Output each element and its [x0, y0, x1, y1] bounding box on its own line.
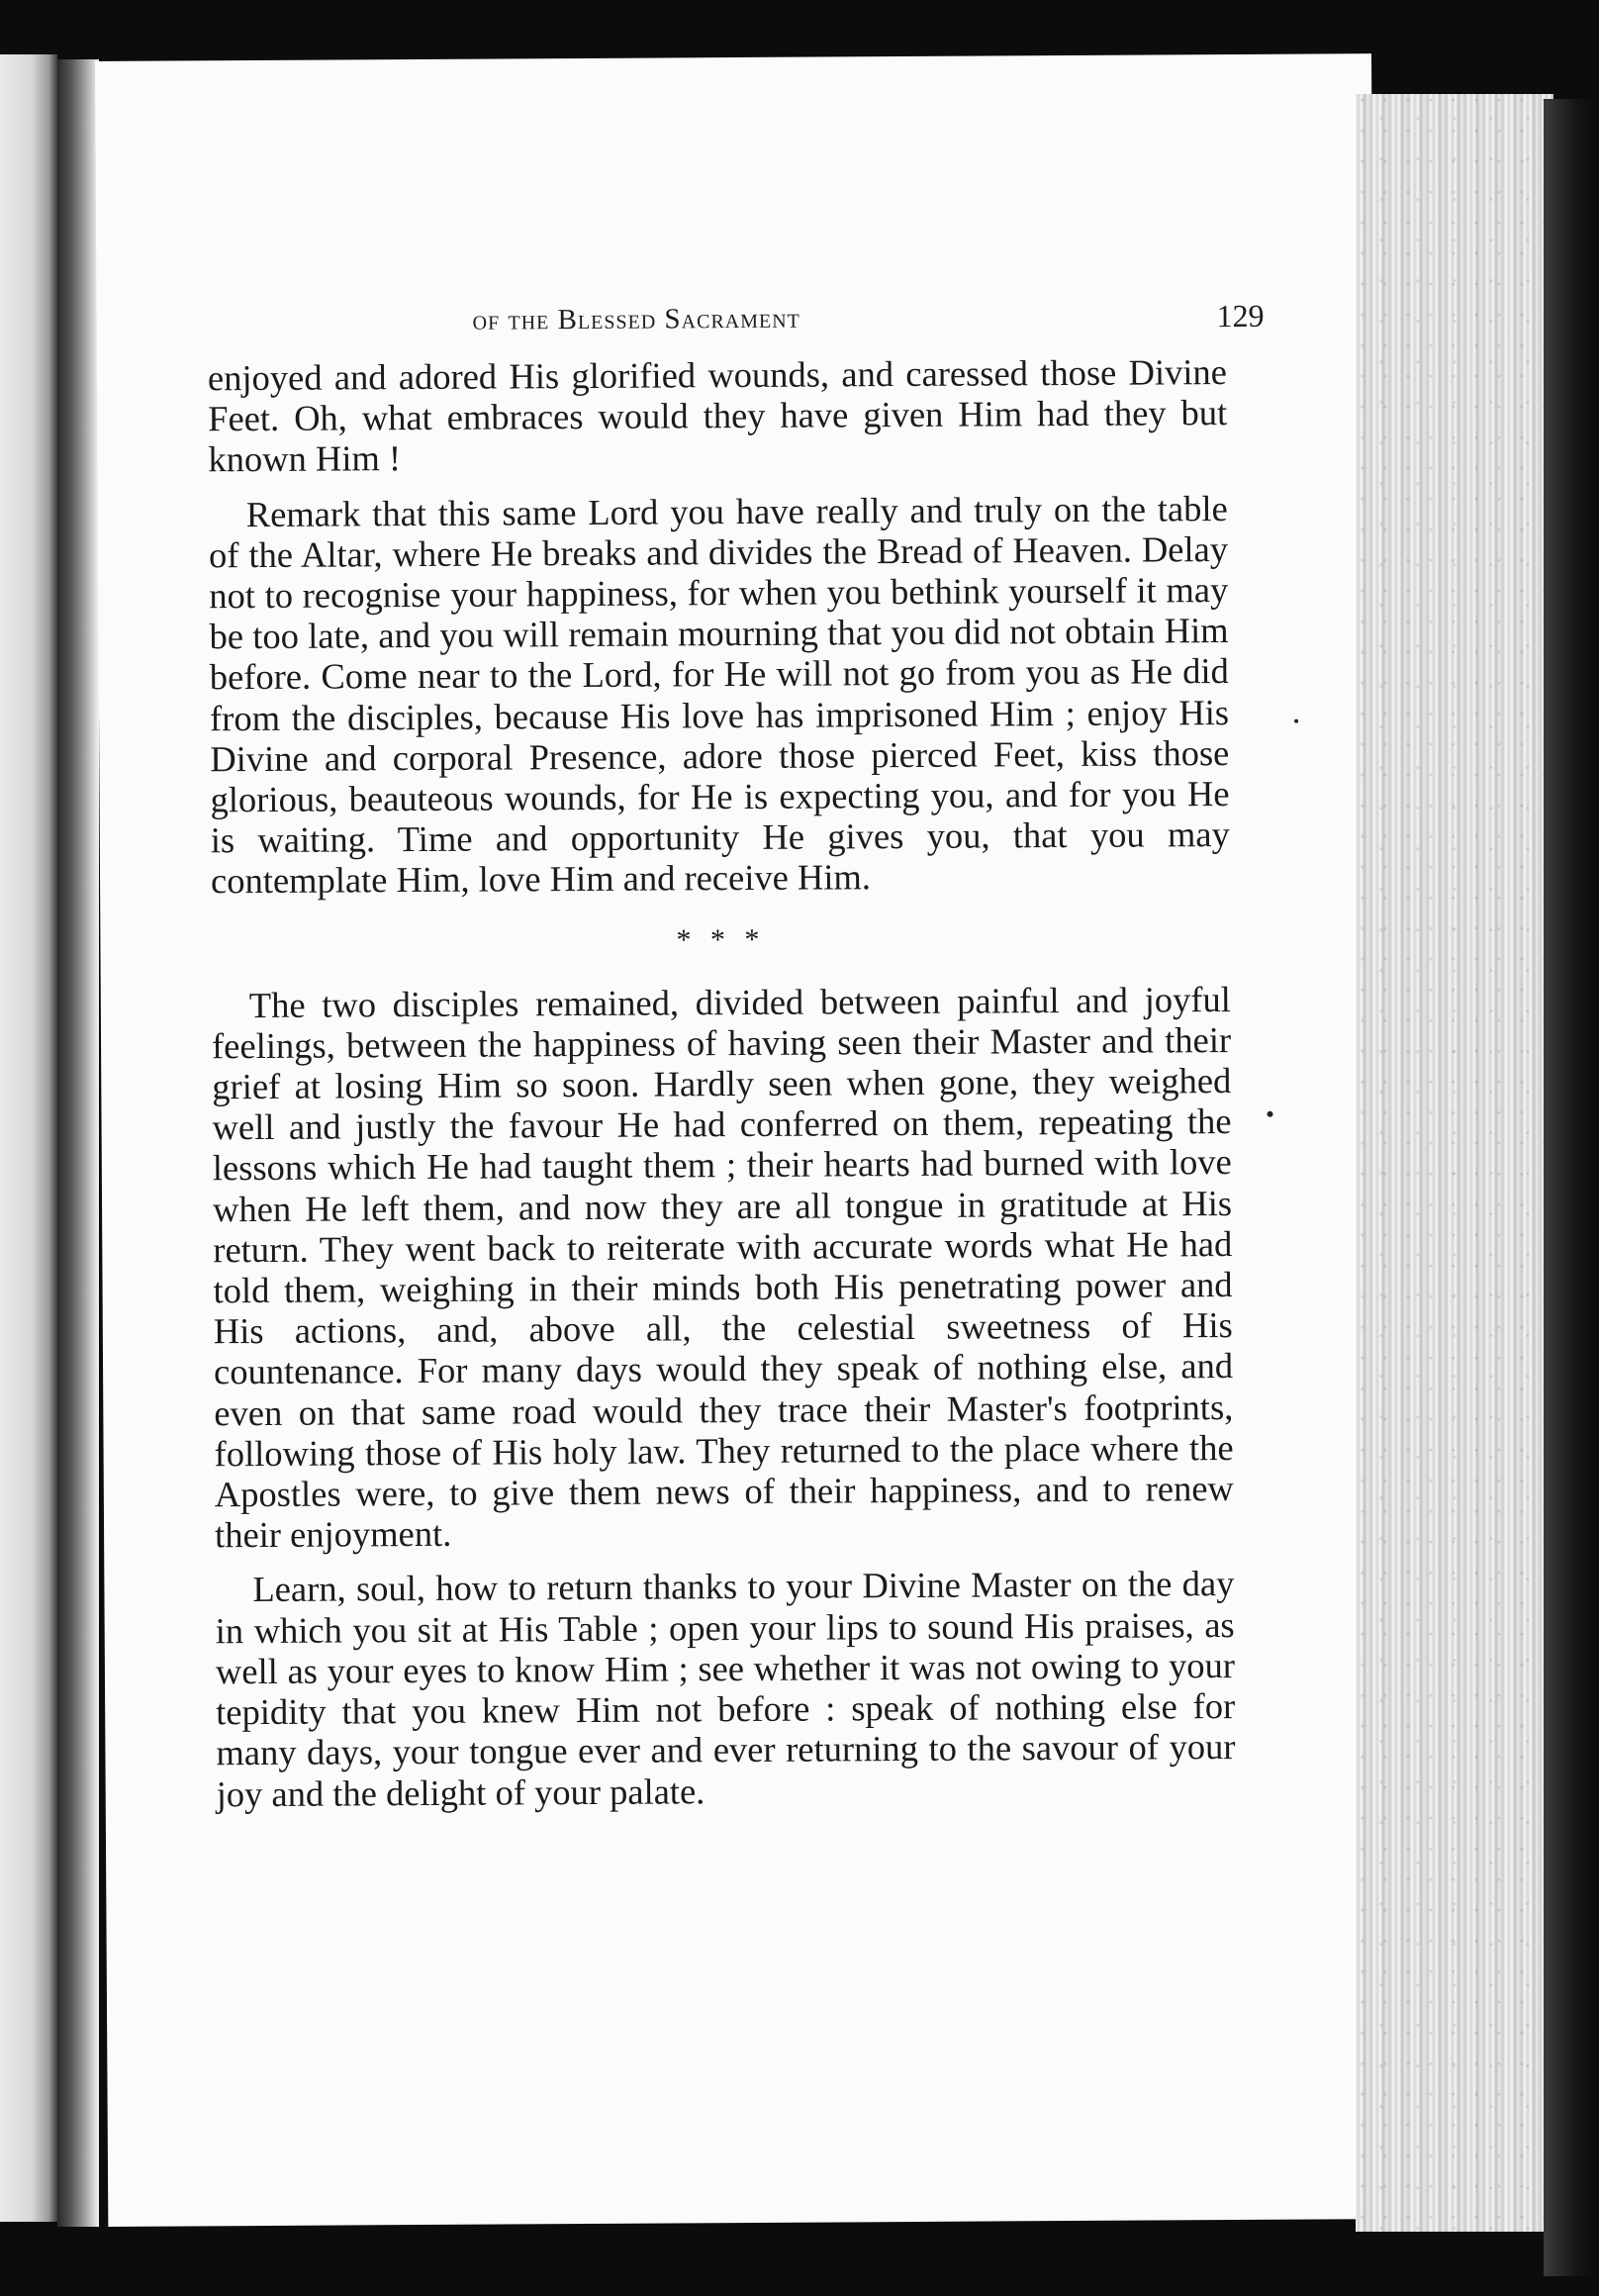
page-number: 129: [1216, 297, 1265, 335]
page-block-edges: [1356, 94, 1553, 2232]
paragraph-remark: Remark that this same Lord you have really and truly on the table of the Altar, where He breaks and divides the Bread of Heaven. Delay not to recognise your happiness, for when you bethink yourself it may be too late, and you will remain mourning that you did not obtain Him before. Come near to the Lord, for He will not go from you as He did from the disciples, because His love has imprisoned Him ; enjoy His Divine and corporal Presence, adore those pierced Feet, kiss those glorious, beauteous wounds, for He is expecting you, and for you He is waiting. Time and opportunity He gives you, that you may contemplate Him, love Him and receive Him.: [208, 487, 1230, 902]
section-separator: * * *: [676, 922, 766, 957]
print-speck: [1294, 719, 1298, 723]
gutter-shadow: [57, 59, 99, 2227]
paragraph-two-disciples: The two disciples remained, divided between painful and joyful feelings, between the happiness of having seen their Master and their grief at losing Him so soon. Hardly seen when gone, they weighed well and justly the favour He had conferred on them, repeating the lessons which He had taught them ; their hearts had burned with love when He left them, and now they are all tongue in gratitude at His return. They went back to reiterate with accurate words what He had told them, weighing in their minds both His penetrating power and His actions, and, above all, the celestial sweetness of His countenance. For many days would they speak of nothing else, and even on that same road would they trace their Master's footprints, following those of His holy law. They returned to the place where the Apostles were, to give them news of their happiness, and to renew their enjoyment.: [211, 978, 1234, 1556]
page-header: [472, 297, 1265, 344]
paragraph-learn-soul: Learn, soul, how to return thanks to your Divine Master on the day in which you sit at His Table ; open your lips to sound His praises, as well as your eyes to know Him ; see whether it was not owing to your tepidity that you knew Him not before : speak of nothing else for many days, your tongue ever and ever returning to the savour of your joy and the delight of your palate.: [215, 1563, 1236, 1814]
page-body: [208, 351, 1236, 1814]
print-speck: [1268, 1111, 1273, 1117]
running-title: of the Blessed Sacrament: [472, 302, 800, 336]
paragraph-continued: enjoyed and adored His glorified wounds, and caressed those Divine Feet. Oh, what embraces would they have given Him had they but known Him !: [207, 351, 1228, 480]
book-cover-edge: [1544, 99, 1599, 2276]
previous-page-edge: [0, 54, 57, 2222]
book-page: [95, 53, 1384, 2227]
